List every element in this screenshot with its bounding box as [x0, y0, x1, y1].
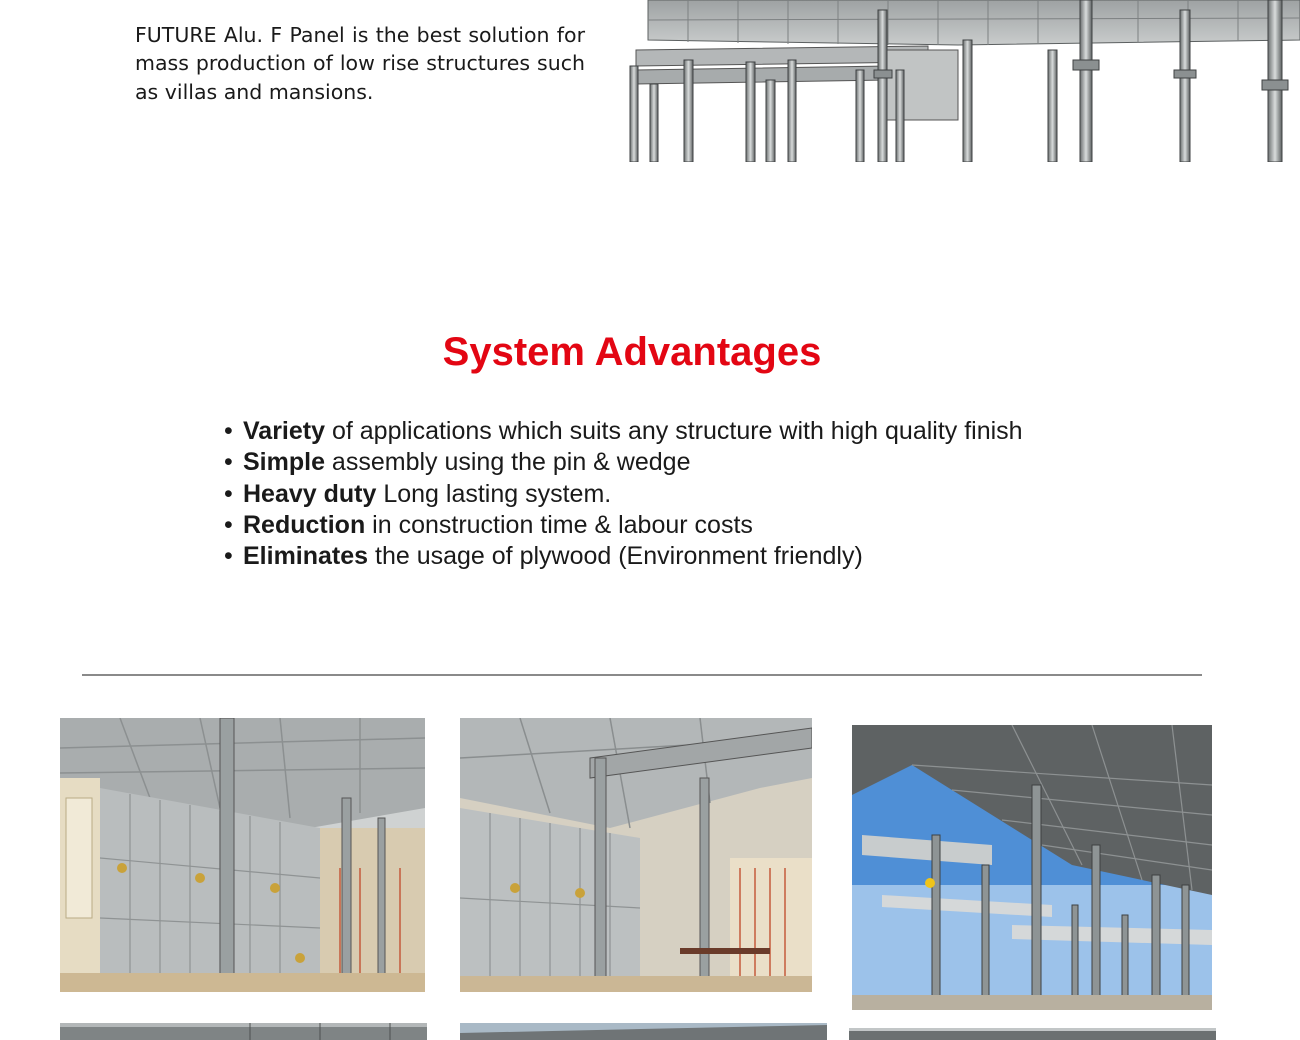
- list-item: [224, 510, 1023, 541]
- list-item: [224, 541, 1023, 572]
- hero-formwork-image: [628, 0, 1300, 162]
- list-item: [224, 447, 1023, 478]
- section-title: System Advantages: [442, 330, 822, 374]
- photo-slab-props: [460, 718, 812, 992]
- list-item-text: Long lasting system.: [376, 479, 612, 508]
- photo-outdoor-deck: [852, 725, 1212, 1010]
- bullet-icon: •: [224, 417, 233, 445]
- list-item-keyword: Variety: [243, 417, 326, 445]
- section-divider: [82, 674, 1202, 676]
- bullet-icon: •: [224, 448, 233, 477]
- intro-paragraph: FUTURE Alu. F Panel is the best solution for mass production of low rise structures such as villas and mansions.: [135, 22, 585, 104]
- photo-wall-panels: [60, 718, 425, 992]
- photo-bottom-2: [460, 1023, 827, 1040]
- list-item-keyword: Heavy duty: [243, 479, 377, 508]
- list-item-keyword: Eliminates: [243, 542, 369, 571]
- bullet-icon: •: [224, 510, 233, 539]
- list-item-text: in construction time & labour costs: [365, 510, 753, 539]
- list-item-text: assembly using the pin & wedge: [324, 448, 691, 477]
- list-item-text: of applications which suits any structure with high quality finish: [325, 417, 1023, 445]
- photo-bottom-3: [849, 1028, 1216, 1040]
- bullet-icon: •: [224, 479, 233, 508]
- list-item-keyword: Reduction: [243, 510, 366, 539]
- list-item-keyword: Simple: [243, 448, 325, 477]
- list-item: [224, 479, 1023, 510]
- advantages-list: [224, 416, 1023, 572]
- photo-bottom-1: [60, 1023, 427, 1040]
- list-item-text: the usage of plywood (Environment friendly): [368, 542, 863, 571]
- bullet-icon: •: [224, 542, 233, 571]
- list-item: [224, 416, 1023, 447]
